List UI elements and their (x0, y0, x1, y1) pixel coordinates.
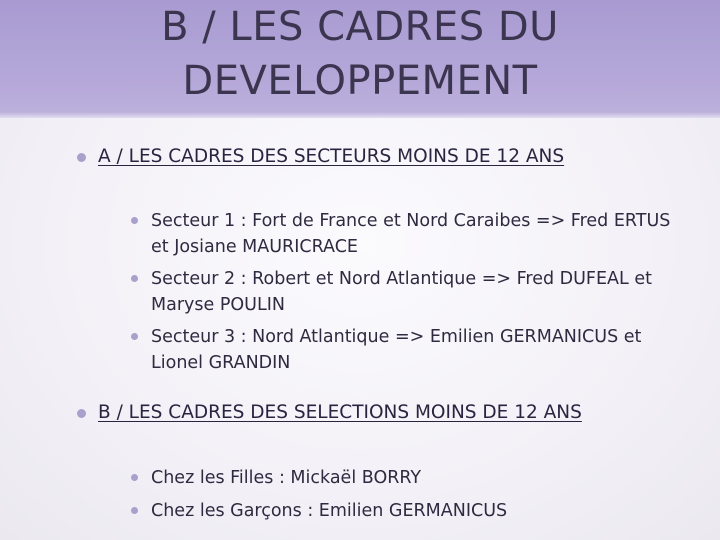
bullet-dot (77, 153, 86, 162)
slide-title: B / LES CADRES DU DEVELOPPEMENT (161, 4, 559, 104)
bullet-dot (131, 507, 138, 514)
list-item: Secteur 1 : Fort de France et Nord Caraibes => Fred ERTUS et Josiane MAURICRACE (151, 211, 671, 257)
list-item: Chez les Filles : Mickaël BORRY (151, 468, 422, 488)
bullet-dot (131, 275, 138, 282)
bullet-dot (131, 474, 138, 481)
list-item: Secteur 2 : Robert et Nord Atlantique => Fred DUFEAL et Maryse POULIN (151, 269, 652, 315)
section-heading-a: A / LES CADRES DES SECTEURS MOINS DE 12 ANS (98, 146, 565, 167)
list-item: Secteur 3 : Nord Atlantique => Emilien GERMANICUS et Lionel GRANDIN (151, 327, 642, 373)
bullet-dot (131, 333, 138, 340)
bullet-dot (77, 409, 86, 418)
section-heading-b: B / LES CADRES DES SELECTIONS MOINS DE 12 ANS (98, 402, 582, 423)
list-item: Chez les Garçons : Emilien GERMANICUS (151, 501, 508, 521)
bullet-dot (131, 217, 138, 224)
